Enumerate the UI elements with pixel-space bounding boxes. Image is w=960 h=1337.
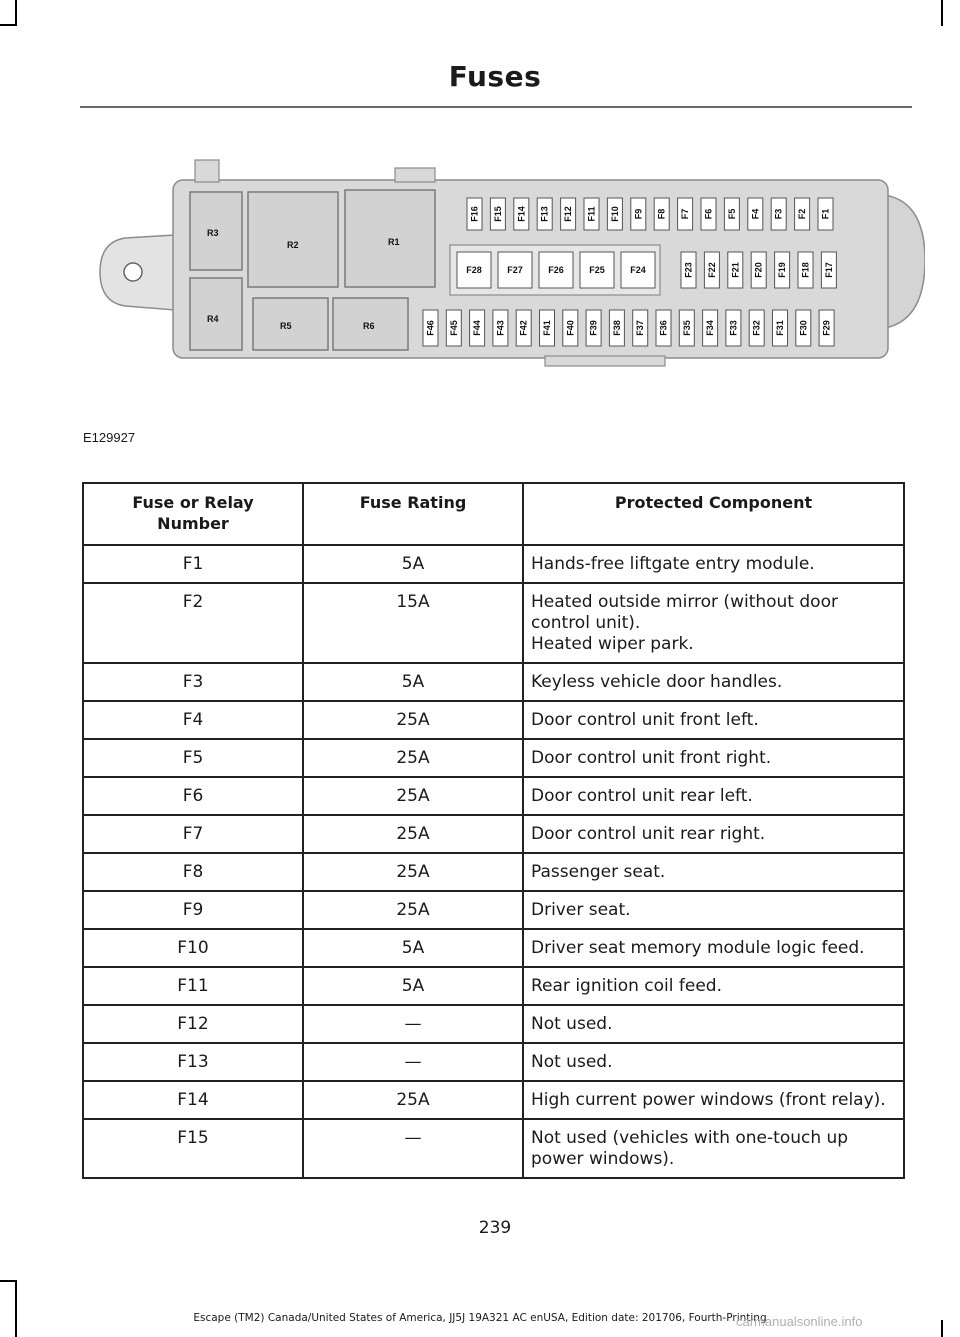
fuse-number-cell: F11 xyxy=(83,967,303,1005)
component-line: Driver seat. xyxy=(531,900,631,920)
page-title: Fuses xyxy=(448,60,542,93)
component-line: control unit). xyxy=(531,613,641,633)
fuse-rating-cell: — xyxy=(303,1119,523,1178)
fuse-label: F25 xyxy=(589,265,605,275)
fuse-label: F35 xyxy=(681,320,692,336)
fuse-number-cell: F2 xyxy=(83,583,303,663)
component-line: Door control unit front right. xyxy=(531,748,772,768)
fuse-rating-cell: 5A xyxy=(303,663,523,701)
fuse-table-body xyxy=(83,545,904,1178)
fuse-label: F21 xyxy=(730,262,741,278)
fuse-label: F33 xyxy=(728,320,739,336)
header-fuse-rating: Fuse Rating xyxy=(303,483,523,545)
component-line: Driver seat memory module logic feed. xyxy=(531,938,865,958)
fuse-number-cell: F10 xyxy=(83,929,303,967)
fuse-label: F1 xyxy=(820,208,831,220)
component-line: power windows). xyxy=(531,1149,675,1169)
component-line: Heated outside mirror (without door xyxy=(531,592,838,612)
fuse-number-cell: F5 xyxy=(83,739,303,777)
watermark: carmanualsonline.info xyxy=(736,1314,863,1329)
fuse-label: F36 xyxy=(658,320,669,336)
table-row xyxy=(83,891,904,929)
table-row xyxy=(83,739,904,777)
fuse-rating-cell: 25A xyxy=(303,853,523,891)
fuse-label: F28 xyxy=(466,265,482,275)
component-line: Door control unit rear left. xyxy=(531,786,753,806)
fuse-label: F12 xyxy=(563,206,574,222)
component-line: Heated wiper park. xyxy=(531,634,694,654)
protected-component-cell xyxy=(523,739,904,777)
table-row xyxy=(83,701,904,739)
protected-component-cell xyxy=(523,545,904,583)
table-header-row xyxy=(83,483,904,545)
relay-label-r1: R1 xyxy=(388,237,400,247)
side-connector xyxy=(885,195,925,328)
table-row xyxy=(83,1081,904,1119)
fuse-label: F13 xyxy=(539,206,550,222)
fuse-label: F29 xyxy=(821,320,832,336)
protected-component-cell xyxy=(523,701,904,739)
relay-label-r2: R2 xyxy=(287,240,299,250)
fuse-label: F31 xyxy=(775,320,785,336)
protected-component-cell xyxy=(523,929,904,967)
fuse-label: F34 xyxy=(705,320,716,336)
table-row xyxy=(83,777,904,815)
footer-text: Escape (TM2) Canada/United States of America, JJ5J 19A321 AC enUSA, Edition date: 201706, Fourth-Printing xyxy=(193,1312,767,1324)
fuse-number-cell: F8 xyxy=(83,853,303,891)
fuse-label: F37 xyxy=(635,320,646,336)
component-line: High current power windows (front relay). xyxy=(531,1090,886,1110)
protected-component-cell xyxy=(523,853,904,891)
fuse-number-cell: F12 xyxy=(83,1005,303,1043)
title-rule xyxy=(80,106,912,108)
fuse-label: F22 xyxy=(706,262,717,278)
crop-mark-top-left-h xyxy=(0,24,16,26)
component-line: Rear ignition coil feed. xyxy=(531,976,722,996)
fuse-table xyxy=(82,482,905,1179)
fuse-rating-cell: 25A xyxy=(303,777,523,815)
fuse-label: F26 xyxy=(548,265,564,275)
crop-mark-top-right xyxy=(941,0,943,26)
header-protected-component: Protected Component xyxy=(523,483,904,545)
table-row xyxy=(83,967,904,1005)
fuse-rating-cell: 25A xyxy=(303,1081,523,1119)
fuse-label: F14 xyxy=(516,206,527,222)
table-row xyxy=(83,545,904,583)
fuse-label: F38 xyxy=(611,320,622,336)
table-row xyxy=(83,1005,904,1043)
fuse-label: F41 xyxy=(542,320,552,336)
fuse-rating-cell: 15A xyxy=(303,583,523,663)
fuse-label: F17 xyxy=(823,262,834,278)
fuse-label: F23 xyxy=(683,262,694,278)
fuse-label: F8 xyxy=(656,208,667,220)
fuse-number-cell: F6 xyxy=(83,777,303,815)
fuse-label: F4 xyxy=(750,208,761,220)
fuse-rating-cell: — xyxy=(303,1005,523,1043)
fuse-label: F15 xyxy=(492,206,503,222)
middle-large-fuse-row xyxy=(457,252,655,288)
crop-mark-bottom-left-h xyxy=(0,1280,16,1282)
fuse-label: F27 xyxy=(507,265,523,275)
fuse-label: F40 xyxy=(565,320,576,336)
fuse-number-cell: F3 xyxy=(83,663,303,701)
protected-component-cell xyxy=(523,1005,904,1043)
component-line: Door control unit front left. xyxy=(531,710,759,730)
fuse-label: F43 xyxy=(495,320,506,336)
fuse-rating-cell: 5A xyxy=(303,929,523,967)
protected-component-cell xyxy=(523,1119,904,1178)
fuse-label: F11 xyxy=(586,206,597,222)
fuse-number-cell: F9 xyxy=(83,891,303,929)
component-line: Hands-free liftgate entry module. xyxy=(531,554,815,574)
fuse-number-cell: F13 xyxy=(83,1043,303,1081)
protected-component-cell xyxy=(523,663,904,701)
fuse-label: F20 xyxy=(753,262,764,278)
middle-small-fuse-row xyxy=(681,252,836,288)
fuse-label: F18 xyxy=(800,262,811,278)
table-row xyxy=(83,583,904,663)
component-line: Not used. xyxy=(531,1052,613,1072)
fuse-label: F24 xyxy=(630,265,646,275)
fuse-number-cell: F7 xyxy=(83,815,303,853)
fuse-label: F39 xyxy=(588,320,599,336)
relay-label-r4: R4 xyxy=(207,314,219,324)
component-line: Keyless vehicle door handles. xyxy=(531,672,783,692)
fuse-rating-cell: 5A xyxy=(303,545,523,583)
fuse-label: F30 xyxy=(798,320,809,336)
fuse-label: F6 xyxy=(703,208,714,220)
protected-component-cell xyxy=(523,583,904,663)
table-row xyxy=(83,1043,904,1081)
crop-mark-bottom-left xyxy=(15,1280,17,1337)
component-line: Not used (vehicles with one-touch up xyxy=(531,1128,849,1148)
fuse-label: F7 xyxy=(680,208,691,220)
fuse-rating-cell: 25A xyxy=(303,739,523,777)
fuse-label: F46 xyxy=(425,320,436,336)
fuse-label: F3 xyxy=(773,208,784,220)
fuse-label: F9 xyxy=(633,208,644,220)
relay-label-r5: R5 xyxy=(280,321,292,331)
fuse-rating-cell: — xyxy=(303,1043,523,1081)
fuse-rating-cell: 25A xyxy=(303,701,523,739)
fuse-label: F5 xyxy=(726,208,737,220)
table-row xyxy=(83,663,904,701)
protected-component-cell xyxy=(523,1081,904,1119)
protected-component-cell xyxy=(523,967,904,1005)
component-line: Passenger seat. xyxy=(531,862,666,882)
fuse-label: F10 xyxy=(609,206,620,222)
table-row xyxy=(83,853,904,891)
table-row xyxy=(83,929,904,967)
protected-component-cell xyxy=(523,777,904,815)
fuse-label: F16 xyxy=(469,206,480,222)
fuse-number-cell: F15 xyxy=(83,1119,303,1178)
protected-component-cell xyxy=(523,815,904,853)
fuse-label: F42 xyxy=(518,320,529,336)
component-line: Door control unit rear right. xyxy=(531,824,766,844)
protected-component-cell xyxy=(523,1043,904,1081)
fuse-label: F32 xyxy=(751,320,762,336)
mounting-hole xyxy=(124,263,142,281)
page-number: 239 xyxy=(478,1218,512,1238)
fuse-rating-cell: 25A xyxy=(303,815,523,853)
header-fuse-number: Fuse or Relay Number xyxy=(83,483,303,545)
fuse-number-cell: F1 xyxy=(83,545,303,583)
component-line: Not used. xyxy=(531,1014,613,1034)
fuse-label: F44 xyxy=(472,320,483,336)
fuse-number-cell: F4 xyxy=(83,701,303,739)
fuse-label: F2 xyxy=(797,208,808,220)
table-row xyxy=(83,815,904,853)
fuse-rating-cell: 25A xyxy=(303,891,523,929)
image-id: E129927 xyxy=(83,430,136,445)
fuse-label: F19 xyxy=(777,262,788,278)
protected-component-cell xyxy=(523,891,904,929)
relay-label-r3: R3 xyxy=(207,228,219,238)
crop-mark-top-left xyxy=(15,0,17,26)
fuse-number-cell: F14 xyxy=(83,1081,303,1119)
fuse-box-diagram xyxy=(95,150,925,380)
fuse-label: F45 xyxy=(448,320,459,336)
table-row xyxy=(83,1119,904,1178)
relay-label-r6: R6 xyxy=(363,321,375,331)
fuse-rating-cell: 5A xyxy=(303,967,523,1005)
